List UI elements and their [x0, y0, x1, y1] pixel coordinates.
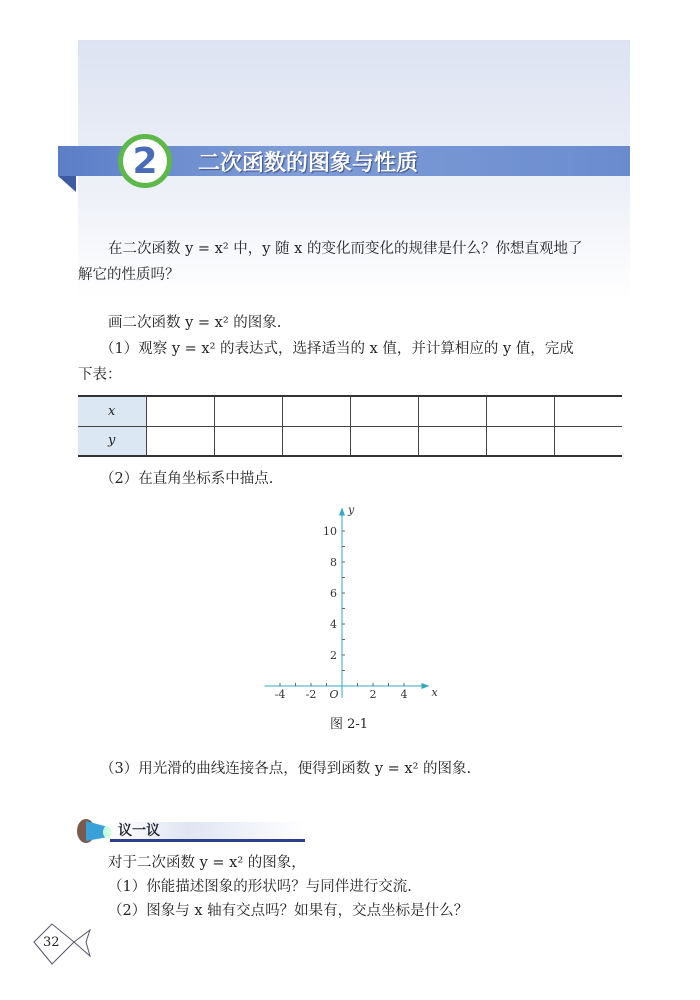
- x-tick-label: 4: [400, 688, 408, 701]
- section-title: 二次函数的图象与性质: [198, 151, 419, 176]
- row-header-x: x: [78, 396, 146, 426]
- origin-label: O: [329, 688, 339, 701]
- x-tick-label: -2: [305, 688, 317, 701]
- x-axis-arrow-icon: [422, 683, 430, 689]
- discuss-line-3: （2）图象与 x 轴有交点吗？如果有，交点坐标是什么？: [108, 903, 469, 919]
- y-axis-label: y: [348, 503, 355, 517]
- task-line: 画二次函数 y = x² 的图象.: [108, 315, 282, 331]
- discuss-title: 议一议: [118, 823, 160, 839]
- x-axis-label: x: [431, 686, 438, 699]
- step1-line-1: （1）观察 y = x² 的表达式，选择适当的 x 值，并计算相应的 y 值，完成: [100, 341, 574, 357]
- step2-line: （2）在直角坐标系中描点.: [100, 471, 274, 487]
- y-tick-label: 6: [330, 587, 337, 600]
- page-number-fish-icon: [30, 920, 110, 970]
- section-number-badge: 2: [118, 134, 172, 188]
- step1-line-2: 下表：: [78, 367, 122, 383]
- row-header-y: y: [78, 426, 146, 456]
- y-axis-arrow-icon: [339, 508, 345, 516]
- y-tick-label: 8: [330, 556, 337, 569]
- step3-line: （3）用光滑的曲线连接各点，便得到函数 y = x² 的图象.: [100, 761, 472, 777]
- intro-line-2: 解它的性质吗？: [78, 267, 180, 283]
- discuss-line-2: （1）你能描述图象的形状吗？与同伴进行交流.: [108, 879, 412, 895]
- megaphone-icon: [76, 815, 112, 847]
- discuss-line-1: 对于二次函数 y = x² 的图象，: [108, 855, 306, 871]
- figure-caption: 图 2-1: [330, 717, 369, 732]
- intro-line-1: 在二次函数 y = x² 中，y 随 x 的变化而变化的规律是什么？你想直观地了: [108, 241, 583, 257]
- x-tick-label: 2: [369, 688, 377, 701]
- x-tick-label: -4: [274, 688, 286, 701]
- page-number: 32: [43, 935, 60, 950]
- y-tick-label: 4: [330, 618, 337, 631]
- y-tick-label: 2: [330, 649, 337, 662]
- y-tick-label: 10: [323, 525, 337, 538]
